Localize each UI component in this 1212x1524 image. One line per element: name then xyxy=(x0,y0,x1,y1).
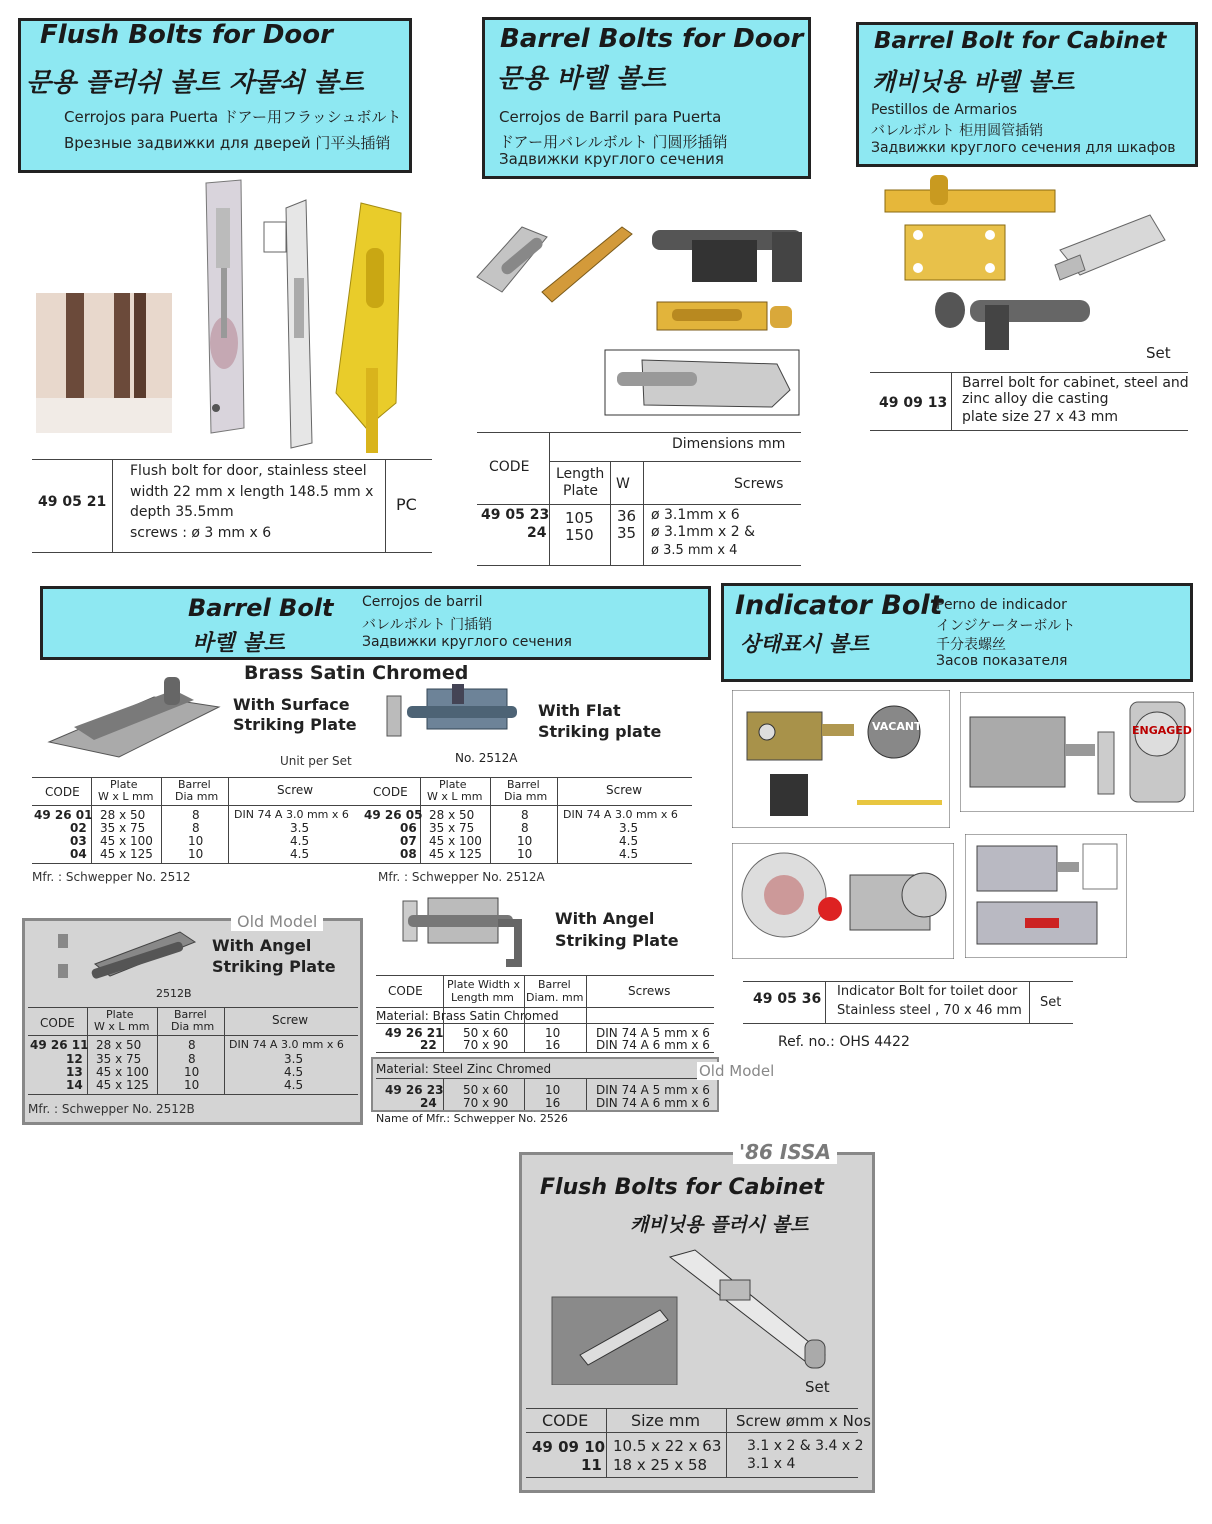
t2-th-code: CODE xyxy=(373,785,408,799)
flush-cab-size-2: 18 x 25 x 58 xyxy=(613,1456,708,1474)
barrel-korean: 바렐 볼트 xyxy=(192,631,285,656)
flush-cab-korean: 캐비닛용 플러시 볼트 xyxy=(630,1214,809,1236)
angel-screw2-2: DIN 74 A 6 mm x 6 xyxy=(596,1096,710,1110)
t1-th-plate2: W x L mm xyxy=(98,790,154,803)
indicator-vacant-text: VACANT xyxy=(872,720,922,733)
angel-code1-1: 49 26 21 xyxy=(385,1026,444,1040)
flush-door-desc-2: width 22 mm x length 148.5 mm x xyxy=(130,484,374,500)
flush-door-title: Flush Bolts for Door xyxy=(40,20,333,50)
t3-th-barrel2: Dia mm xyxy=(171,1020,215,1033)
t3-th-plate1: Plate xyxy=(106,1008,134,1021)
old-model-angel-1: With Angel xyxy=(212,936,312,955)
flush-door-unit: PC xyxy=(396,495,417,514)
barrel-lang2: バレルボルト 门插销 xyxy=(362,617,493,633)
flush-cab-code-1: 49 09 10 xyxy=(532,1438,606,1456)
t3-size-2: 35 x 75 xyxy=(96,1052,142,1066)
barrel-unit: Unit per Set xyxy=(280,754,352,768)
barrel-cab-desc-3: plate size 27 x 43 mm xyxy=(962,409,1119,425)
angel-screw1-1: DIN 74 A 5 mm x 6 xyxy=(596,1026,710,1040)
t3-code-3: 13 xyxy=(66,1065,83,1079)
t3-th-screw: Screw xyxy=(272,1013,309,1027)
t2-code-2: 06 xyxy=(400,821,417,835)
angel-dia2-1: 10 xyxy=(545,1083,561,1097)
angel-th-screws: Screws xyxy=(628,984,671,998)
indicator-lang4: Засов показателя xyxy=(936,653,1068,669)
t3-screw-2: 3.5 xyxy=(284,1052,304,1066)
flush-cab-screw-1: 3.1 x 2 & 3.4 x 2 xyxy=(747,1438,864,1454)
barrel-subtitle: Brass Satin Chromed xyxy=(244,662,469,684)
t3-dia-1: 8 xyxy=(188,1038,196,1052)
barrel-door-th-w: W xyxy=(616,476,630,492)
angel-screw2-1: DIN 74 A 5 mm x 6 xyxy=(596,1083,710,1097)
t1-screw-2: 3.5 xyxy=(290,821,310,835)
t3-th-barrel1: Barrel xyxy=(174,1008,207,1021)
flush-door-desc-1: Flush bolt for door, stainless steel xyxy=(130,463,367,479)
t3-th-plate2: W x L mm xyxy=(94,1020,150,1033)
angel-th-plate2: Length mm xyxy=(451,991,514,1004)
barrel-door-screw-1: ø 3.1mm x 6 xyxy=(651,507,740,523)
t2-dia-2: 8 xyxy=(521,821,529,835)
barrel-door-th-length: Length xyxy=(556,466,605,482)
t2-code-1: 49 26 05 xyxy=(364,808,423,822)
t1-dia-2: 8 xyxy=(192,821,200,835)
angel-dia2-2: 16 xyxy=(545,1096,561,1110)
barrel-bolt-photo xyxy=(472,212,807,422)
barrel-cab-desc-1: Barrel bolt for cabinet, steel and xyxy=(962,375,1189,391)
angel-label-2: Striking Plate xyxy=(555,931,679,950)
barrel-door-title: Barrel Bolts for Door xyxy=(500,24,804,54)
barrel-door-th-screws: Screws xyxy=(734,476,784,492)
t2-dia-3: 10 xyxy=(517,834,533,848)
t2-code-4: 08 xyxy=(400,847,417,861)
barrel-door-screw-3: ø 3.5 mm x 4 xyxy=(651,543,738,558)
flush-cab-photo xyxy=(550,1245,850,1385)
t2-th-plate2: W x L mm xyxy=(427,790,483,803)
flush-door-korean: 문용 플러쉬 볼트 자물쇠 볼트 xyxy=(26,68,364,98)
flush-cab-th-size: Size mm xyxy=(631,1411,701,1430)
t2-screw-4: 4.5 xyxy=(619,847,639,861)
barrel-surface-label-1: With Surface xyxy=(233,695,350,714)
t3-code-2: 12 xyxy=(66,1052,83,1066)
barrel-door-th-plate: Plate xyxy=(563,483,599,499)
barrel-door-lang3: Задвижки круглого сечения xyxy=(499,150,724,168)
indicator-title: Indicator Bolt xyxy=(735,590,943,621)
flush-cab-title: Flush Bolts for Cabinet xyxy=(540,1175,824,1200)
t1-screw-3: 4.5 xyxy=(290,834,310,848)
angel-mfr: Name of Mfr.: Schwepper No. 2526 xyxy=(376,1112,568,1125)
indicator-engaged-photo xyxy=(960,692,1194,812)
t3-screw-3: 4.5 xyxy=(284,1065,304,1079)
angel-dia1-1: 10 xyxy=(545,1026,561,1040)
flush-cab-th-screw: Screw ømm x Nos xyxy=(736,1412,871,1430)
t1-screw-4: 4.5 xyxy=(290,847,310,861)
t2-size-4: 45 x 125 xyxy=(429,847,482,861)
t1-dia-1: 8 xyxy=(192,808,200,822)
indicator-lang3: 千分表螺丝 xyxy=(936,637,1006,653)
flush-door-desc-4: screws : ø 3 mm x 6 xyxy=(130,525,272,541)
barrel-door-th-code: CODE xyxy=(489,459,530,475)
barrel-door-len-1: 105 xyxy=(565,509,594,527)
angel-size2-2: 70 x 90 xyxy=(463,1096,509,1110)
angel-size1-2: 70 x 90 xyxy=(463,1038,509,1052)
angel-th-barrel1: Barrel xyxy=(538,978,571,991)
indicator-engaged-text: ENGAGED xyxy=(1132,724,1192,737)
t3-size-1: 28 x 50 xyxy=(96,1038,142,1052)
barrel-cab-korean: 캐비닛용 바렐 볼트 xyxy=(872,68,1075,96)
t2-screw-3: 4.5 xyxy=(619,834,639,848)
barrel-cab-title: Barrel Bolt for Cabinet xyxy=(874,28,1167,54)
flush-door-lang1: Cerrojos para Puerta ドアー用フラッシュボルト xyxy=(64,108,402,126)
t3-dia-4: 10 xyxy=(184,1078,200,1092)
indicator-flat-photo xyxy=(965,834,1127,958)
barrel-door-len-2: 150 xyxy=(565,526,594,544)
angel-th-code: CODE xyxy=(388,984,423,998)
t2-th-screw: Screw xyxy=(606,783,643,797)
indicator-lang2: インジケーターボルト xyxy=(936,618,1076,634)
old-model-angel-2: Striking Plate xyxy=(212,957,336,976)
barrel-lang1: Cerrojos de barril xyxy=(362,594,483,610)
indicator-bolt-photo xyxy=(732,690,950,828)
barrel-cab-lang1: Pestillos de Armarios xyxy=(871,102,1018,118)
barrel-door-lang1: Cerrojos de Barril para Puerta xyxy=(499,108,722,126)
barrel-title: Barrel Bolt xyxy=(188,594,334,622)
t2-size-3: 45 x 100 xyxy=(429,834,482,848)
indicator-ref: Ref. no.: OHS 4422 xyxy=(778,1034,910,1050)
t2-code-3: 07 xyxy=(400,834,417,848)
t1-th-barrel2: Dia mm xyxy=(175,790,219,803)
indicator-desc-2: Stainless steel , 70 x 46 mm xyxy=(837,1003,1022,1018)
indicator-unit: Set xyxy=(1040,995,1062,1010)
flush-cab-th-code: CODE xyxy=(542,1411,589,1430)
t1-dia-4: 10 xyxy=(188,847,204,861)
barrel-door-w-2: 35 xyxy=(617,524,637,542)
flush-door-desc-3: depth 35.5mm xyxy=(130,504,234,520)
t1-code-4: 04 xyxy=(70,847,87,861)
barrel-surface-label-2: Striking Plate xyxy=(233,715,357,734)
flush-door-lang2: Врезные задвижки для дверей 门平头插销 xyxy=(64,134,391,152)
t3-screw-1: DIN 74 A 3.0 mm x 6 xyxy=(229,1038,344,1051)
t2-th-plate1: Plate xyxy=(439,778,467,791)
barrel-door-code-2: 24 xyxy=(527,525,547,541)
t2-size-2: 35 x 75 xyxy=(429,821,475,835)
old-model-photo xyxy=(55,924,205,986)
barrel-cab-lang2: バレルボルト 柜用圆管插销 xyxy=(871,123,1044,139)
t2-screw-1: DIN 74 A 3.0 mm x 6 xyxy=(563,808,678,821)
barrel-door-code-1: 49 05 23 xyxy=(481,507,550,523)
barrel-flat-no: No. 2512A xyxy=(455,751,518,765)
angel-mat-1: Material: Brass Satin Chromed xyxy=(376,1009,559,1023)
indicator-round-photo xyxy=(732,843,954,959)
t2-dia-1: 8 xyxy=(521,808,529,822)
t1-mfr: Mfr. : Schwepper No. 2512 xyxy=(32,870,191,884)
flush-cab-screw-2: 3.1 x 4 xyxy=(747,1456,796,1472)
angel-code2-2: 24 xyxy=(420,1096,437,1110)
t1-screw-1: DIN 74 A 3.0 mm x 6 xyxy=(234,808,349,821)
indicator-lang1: Perno de indicador xyxy=(936,597,1067,613)
barrel-surface-photo xyxy=(44,672,224,764)
angel-code2-1: 49 26 23 xyxy=(385,1083,444,1097)
barrel-flat-label-1: With Flat xyxy=(538,701,621,720)
t2-dia-4: 10 xyxy=(517,847,533,861)
barrel-cab-code: 49 09 13 xyxy=(879,395,948,411)
t1-code-1: 49 26 01 xyxy=(34,808,93,822)
angel-th-plate1: Plate Width x xyxy=(447,978,520,991)
flush-cab-set: Set xyxy=(805,1378,830,1396)
t1-size-1: 28 x 50 xyxy=(100,808,146,822)
barrel-flat-photo xyxy=(382,684,530,752)
barrel-lang3: Задвижки круглого сечения xyxy=(362,634,572,650)
t1-code-2: 02 xyxy=(70,821,87,835)
barrel-door-w-1: 36 xyxy=(617,507,637,525)
flush-cab-size-1: 10.5 x 22 x 63 xyxy=(613,1437,722,1455)
barrel-cab-lang3: Задвижки круглого сечения для шкафов xyxy=(871,140,1176,156)
angel-mat-2: Material: Steel Zinc Chromed xyxy=(376,1062,552,1076)
t1-th-barrel1: Barrel xyxy=(178,778,211,791)
indicator-desc-1: Indicator Bolt for toilet door xyxy=(837,984,1018,999)
t1-th-screw: Screw xyxy=(277,783,314,797)
flush-cab-code-2: 11 xyxy=(581,1456,602,1474)
t1-code-3: 03 xyxy=(70,834,87,848)
t1-size-3: 45 x 100 xyxy=(100,834,153,848)
flush-cab-issa: '86 ISSA xyxy=(733,1140,837,1164)
t3-size-3: 45 x 100 xyxy=(96,1065,149,1079)
t3-dia-3: 10 xyxy=(184,1065,200,1079)
angel-size2-1: 50 x 60 xyxy=(463,1083,509,1097)
t3-mfr: Mfr. : Schwepper No. 2512B xyxy=(28,1102,195,1116)
t2-th-barrel2: Dia mm xyxy=(504,790,548,803)
t3-dia-2: 8 xyxy=(188,1052,196,1066)
indicator-code: 49 05 36 xyxy=(753,991,822,1007)
t1-size-4: 45 x 125 xyxy=(100,847,153,861)
indicator-korean: 상태표시 볼트 xyxy=(740,632,870,656)
t1-th-plate1: Plate xyxy=(110,778,138,791)
barrel-door-korean: 문용 바렐 볼트 xyxy=(497,64,666,94)
t1-th-code: CODE xyxy=(45,785,80,799)
flush-door-code: 49 05 21 xyxy=(38,494,107,510)
t3-size-4: 45 x 125 xyxy=(96,1078,149,1092)
old-model-pic-no: 2512B xyxy=(156,987,192,1000)
flush-bolt-photo xyxy=(36,178,426,453)
barrel-door-th-dim: Dimensions mm xyxy=(672,436,786,452)
barrel-flat-label-2: Striking plate xyxy=(538,722,662,741)
barrel-door-screw-2: ø 3.1mm x 2 & xyxy=(651,524,756,540)
angel-code1-2: 22 xyxy=(420,1038,437,1052)
t3-code-4: 14 xyxy=(66,1078,83,1092)
t3-code-1: 49 26 11 xyxy=(30,1038,89,1052)
t2-size-1: 28 x 50 xyxy=(429,808,475,822)
t2-th-barrel1: Barrel xyxy=(507,778,540,791)
angel-dia1-2: 16 xyxy=(545,1038,561,1052)
t1-dia-3: 10 xyxy=(188,834,204,848)
angel-photo xyxy=(398,893,533,973)
angel-size1-1: 50 x 60 xyxy=(463,1026,509,1040)
angel-label-1: With Angel xyxy=(555,909,655,928)
old-model-label: Old Model xyxy=(231,912,323,931)
angel-th-barrel2: Diam. mm xyxy=(526,991,584,1004)
t3-screw-4: 4.5 xyxy=(284,1078,304,1092)
angel-old-label: Old Model xyxy=(699,1062,775,1080)
t3-th-code: CODE xyxy=(40,1016,75,1030)
barrel-cab-set: Set xyxy=(1146,344,1171,362)
barrel-cab-photo xyxy=(880,170,1190,355)
t2-screw-2: 3.5 xyxy=(619,821,639,835)
t2-mfr: Mfr. : Schwepper No. 2512A xyxy=(378,870,545,884)
t1-size-2: 35 x 75 xyxy=(100,821,146,835)
angel-screw1-2: DIN 74 A 6 mm x 6 xyxy=(596,1038,710,1052)
barrel-door-lang2: ドアー用バレルボルト 门圆形插销 xyxy=(499,133,728,151)
barrel-cab-desc-2: zinc alloy die casting xyxy=(962,391,1109,407)
